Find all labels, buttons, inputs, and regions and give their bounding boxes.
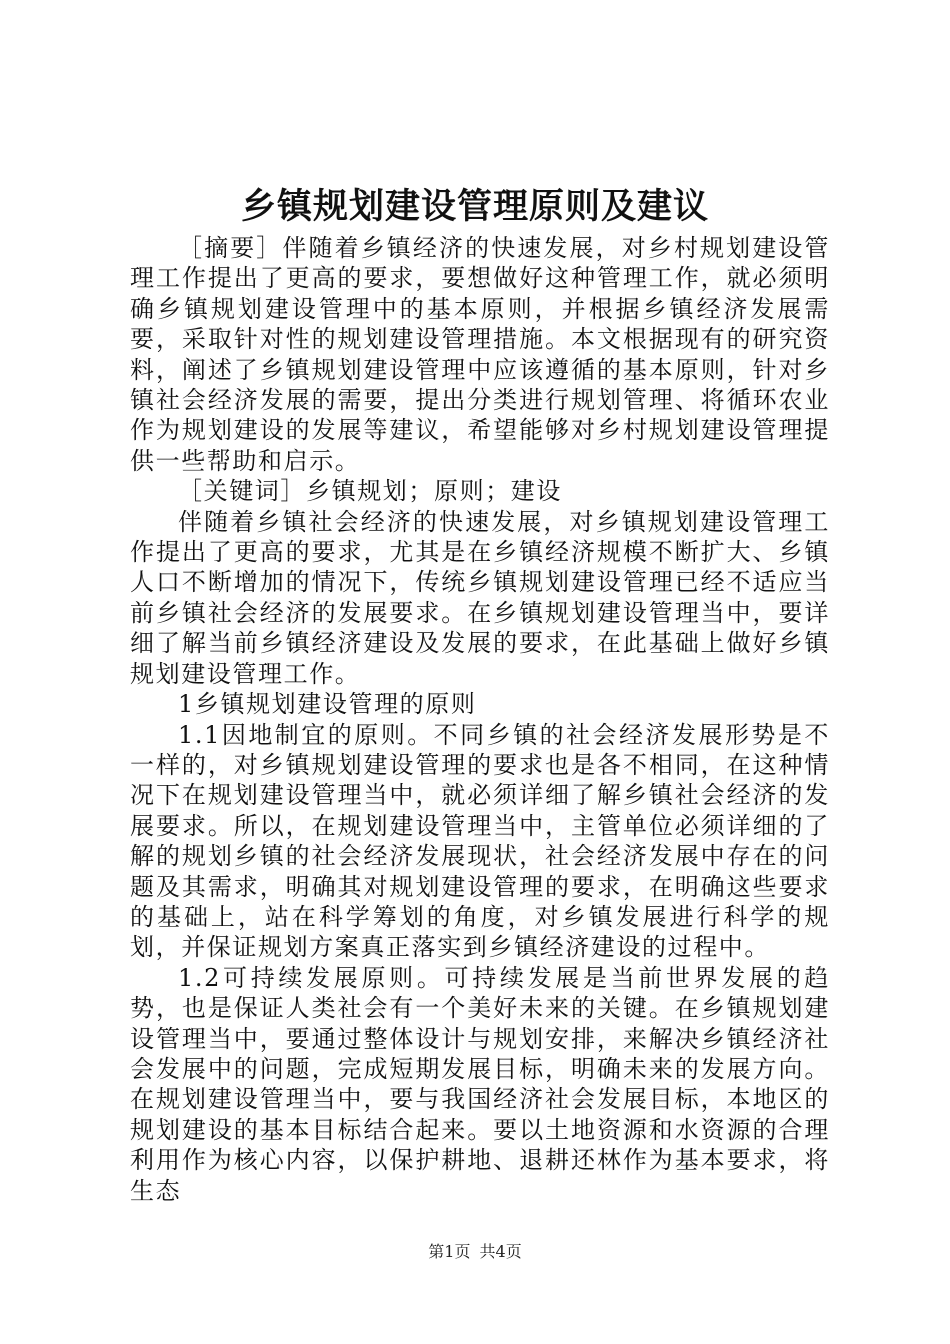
section-heading: 1乡镇规划建设管理的原则 xyxy=(178,690,477,719)
intro-paragraph: 伴随着乡镇社会经济的快速发展，对乡镇规划建设管理工作提出了更高的要求，尤其是在乡镇经济规模不断扩大、乡镇人口不断增加的情况下，传统乡镇规划建设管理已经不适应当前乡镇社会经济的发展要求。在乡镇规划建设管理当中，要详细了解当前乡镇经济建设及发展的要求，在此基础上做好乡镇规划建设管理工作。 xyxy=(130,507,830,688)
document-body xyxy=(130,233,830,1206)
keywords-paragraph: ［关键词］乡镇规划；原则；建设 xyxy=(178,477,562,506)
abstract-paragraph: ［摘要］伴随着乡镇经济的快速发展，对乡村规划建设管理工作提出了更高的要求，要想做好这种管理工作，就必须明确乡镇规划建设管理中的基本原则，并根据乡镇经济发展需要，采取针对性的规划建设管理措施。本文根据现有的研究资料，阐述了乡镇规划建设管理中应该遵循的基本原则，针对乡镇社会经济发展的需要，提出分类进行规划管理、将循环农业作为规划建设的发展等建议，希望能够对乡村规划建设管理提供一些帮助和启示。 xyxy=(130,234,830,475)
page-number: 第1页 xyxy=(428,1242,471,1261)
section-1-2-paragraph: 1.2可持续发展原则。可持续发展是当前世界发展的趋势，也是保证人类社会有一个美好未来的关键。在乡镇规划建设管理当中，要通过整体设计与规划安排，来解决乡镇经济社会发展中的问题，完成短期发展目标，明确未来的发展方向。在规划建设管理当中，要与我国经济社会发展目标，本地区的规划建设的基本目标结合起来。要以土地资源和水资源的合理利用作为核心内容，以保护耕地、退耕还林作为基本要求，将生态 xyxy=(130,963,830,1205)
section-1-1-paragraph: 1.1因地制宜的原则。不同乡镇的社会经济发展形势是不一样的，对乡镇规划建设管理的要求也是各不相同，在这种情况下在规划建设管理当中，就必须详细了解乡镇社会经济的发展要求。所以，在规划建设管理当中，主管单位必须详细的了解的规划乡镇的社会经济发展现状，社会经济发展中存在的问题及其需求，明确其对规划建设管理的要求，在明确这些要求的基础上，站在科学筹划的角度，对乡镇发展进行科学的规划，并保证规划方案真正落实到乡镇经济建设的过程中。 xyxy=(130,720,830,962)
page-footer xyxy=(0,1240,950,1264)
document-title: 乡镇规划建设管理原则及建议 xyxy=(240,187,709,227)
page-total: 共4页 xyxy=(479,1242,522,1261)
